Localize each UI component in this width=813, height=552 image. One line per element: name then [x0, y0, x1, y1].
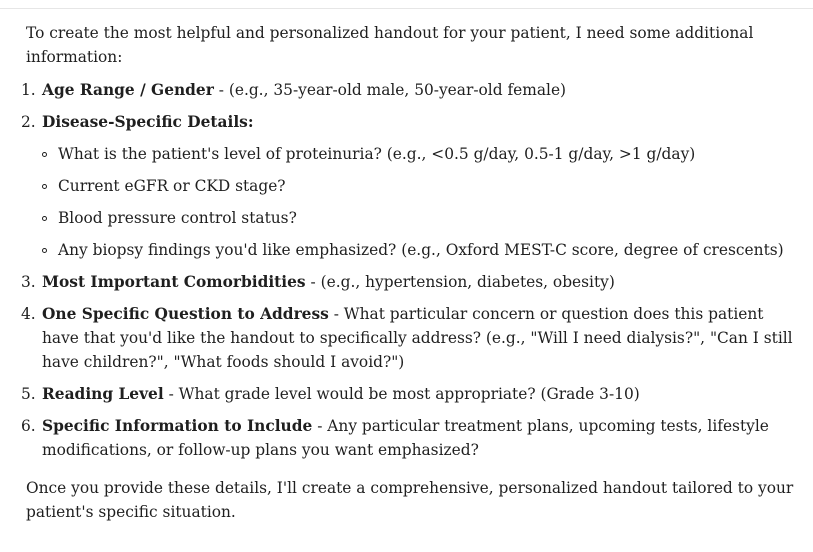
sub-item-text: Blood pressure control status? [58, 209, 297, 227]
item-text: - (e.g., hypertension, diabetes, obesity) [305, 273, 615, 291]
item-number: 5. [21, 385, 36, 403]
item-number: 1. [21, 81, 36, 99]
list-item-age-gender [21, 78, 796, 102]
bullet-icon [42, 184, 47, 189]
item-title: Age Range / Gender [42, 81, 214, 99]
item-title: One Specific Question to Address [42, 305, 329, 323]
sub-item-proteinuria [42, 142, 796, 166]
item-number: 2. [21, 113, 36, 131]
item-title: Disease-Specific Details: [42, 113, 254, 131]
item-number: 4. [21, 305, 36, 323]
sub-item-egfr [42, 174, 796, 198]
item-number: 6. [21, 417, 36, 435]
bullet-icon [42, 152, 47, 157]
sub-item-text: Current eGFR or CKD stage? [58, 177, 286, 195]
list-item-reading-level [21, 382, 796, 406]
intro-paragraph: To create the most helpful and personalized handout for your patient, I need some additional information: [26, 24, 754, 66]
item-text: - What grade level would be most appropriate? (Grade 3-10) [163, 385, 640, 403]
list-item-comorbidities [21, 270, 796, 294]
bullet-icon [42, 248, 47, 253]
item-title: Reading Level [42, 385, 164, 403]
numbered-list [21, 78, 796, 462]
sub-item-text: What is the patient's level of proteinuria? (e.g., <0.5 g/day, 0.5-1 g/day, >1 g/day) [58, 145, 696, 163]
item-title: Most Important Comorbidities [42, 273, 306, 291]
item-text: - What particular concern or question does this patient have that you'd like the handout to specifically address? (e.g., "Will I need dialysis?", "Can I still have children?", "What foods should I avoid?") [42, 305, 793, 371]
top-divider [0, 8, 813, 9]
item-text: - Any particular treatment plans, upcoming tests, lifestyle modifications, or follow-up plans you want emphasized? [42, 417, 769, 459]
sub-item-text: Any biopsy findings you'd like emphasized? (e.g., Oxford MEST-C score, degree of crescents) [58, 241, 784, 259]
message-body [21, 21, 796, 524]
list-item-specific-question [21, 302, 796, 374]
sub-item-biopsy [42, 238, 796, 262]
list-item-specific-information [21, 414, 796, 462]
outro-paragraph: Once you provide these details, I'll create a comprehensive, personalized handout tailored to your patient's specific situation. [26, 479, 794, 521]
item-title: Specific Information to Include [42, 417, 313, 435]
list-item-disease-details [21, 110, 796, 262]
sub-item-blood-pressure [42, 206, 796, 230]
sub-list [42, 142, 796, 262]
item-number: 3. [21, 273, 36, 291]
item-text: - (e.g., 35-year-old male, 50-year-old female) [213, 81, 567, 99]
bullet-icon [42, 216, 47, 221]
